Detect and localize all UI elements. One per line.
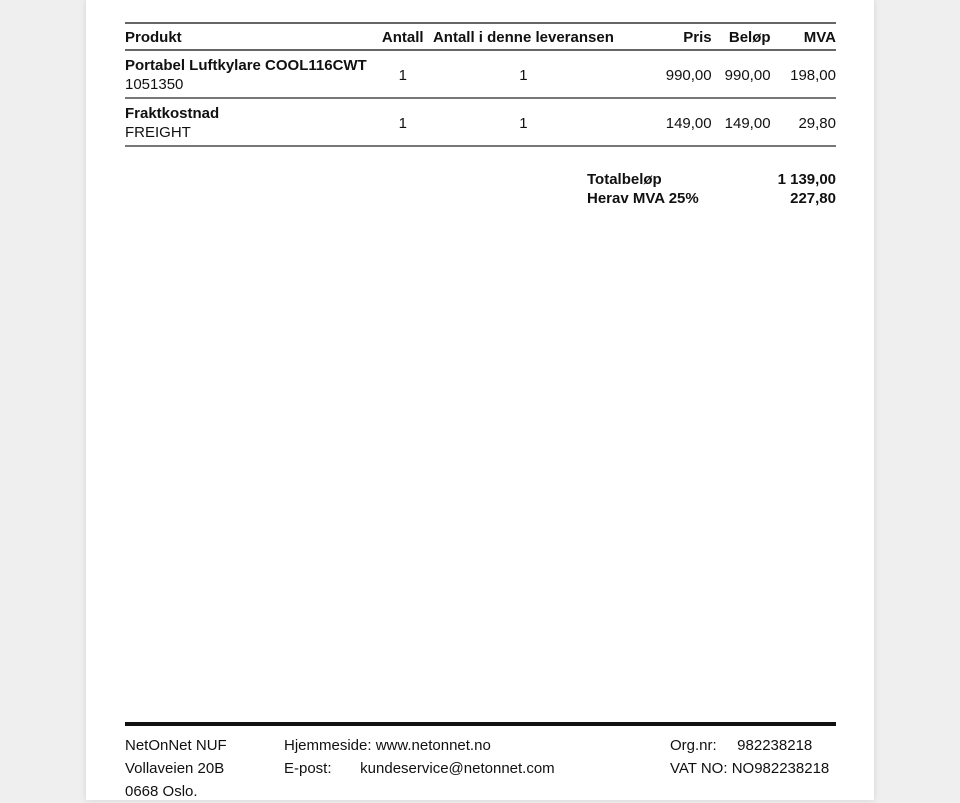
org-number-line [670, 734, 829, 757]
product-code: 1051350 [125, 76, 184, 93]
header-price: Pris [614, 23, 712, 50]
footer-address [125, 734, 227, 803]
product-name: Portabel Luftkylare COOL116CWT [125, 57, 367, 74]
total-amount-label: Totalbeløp [587, 171, 662, 188]
quantity-cell: 1 [373, 50, 433, 98]
totals-block [587, 170, 836, 208]
vat-cell: 198,00 [771, 50, 836, 98]
vat-total-row [587, 189, 836, 208]
delivery-quantity-cell: 1 [433, 98, 614, 146]
website-label: Hjemmeside: [284, 737, 372, 754]
vat-number-line [670, 757, 829, 780]
org-number-label: Org.nr: [670, 737, 717, 754]
amount-cell: 990,00 [712, 50, 771, 98]
vat-total-label: Herav MVA 25% [587, 190, 699, 207]
footer-registration [670, 734, 829, 780]
email-label: E-post: [284, 760, 332, 777]
delivery-quantity-cell: 1 [433, 50, 614, 98]
vat-total-value: 227,80 [790, 190, 836, 207]
invoice-footer [125, 722, 836, 800]
header-delivery-quantity: Antall i denne leveransen [433, 23, 614, 50]
email-link[interactable]: kundeservice@netonnet.com [360, 760, 555, 777]
price-cell: 990,00 [614, 50, 712, 98]
email-line [284, 757, 555, 780]
header-amount: Beløp [712, 23, 771, 50]
amount-cell: 149,00 [712, 98, 771, 146]
street-address: Vollaveien 20B [125, 760, 225, 777]
line-items-table [125, 22, 836, 147]
total-amount-row [587, 170, 836, 189]
product-cell [125, 98, 373, 146]
product-cell [125, 50, 373, 98]
product-name: Fraktkostnad [125, 105, 220, 122]
table-row [125, 98, 836, 146]
table-row [125, 50, 836, 98]
website-line [284, 734, 555, 757]
invoice-page [86, 0, 874, 800]
total-amount-value: 1 139,00 [777, 171, 836, 188]
company-name: NetOnNet NUF [125, 737, 227, 754]
footer-contact [284, 734, 555, 780]
header-product: Produkt [125, 23, 373, 50]
price-cell: 149,00 [614, 98, 712, 146]
quantity-cell: 1 [373, 98, 433, 146]
vat-number-value: NO982238218 [731, 760, 830, 777]
header-quantity: Antall [373, 23, 433, 50]
website-link[interactable]: www.netonnet.no [375, 737, 491, 754]
org-number-value: 982238218 [737, 737, 813, 754]
vat-cell: 29,80 [771, 98, 836, 146]
product-code: FREIGHT [125, 124, 191, 141]
table-header-row [125, 23, 836, 50]
vat-number-label: VAT NO: [670, 760, 728, 777]
header-vat: MVA [771, 23, 836, 50]
city-address: 0668 Oslo. [125, 783, 198, 800]
